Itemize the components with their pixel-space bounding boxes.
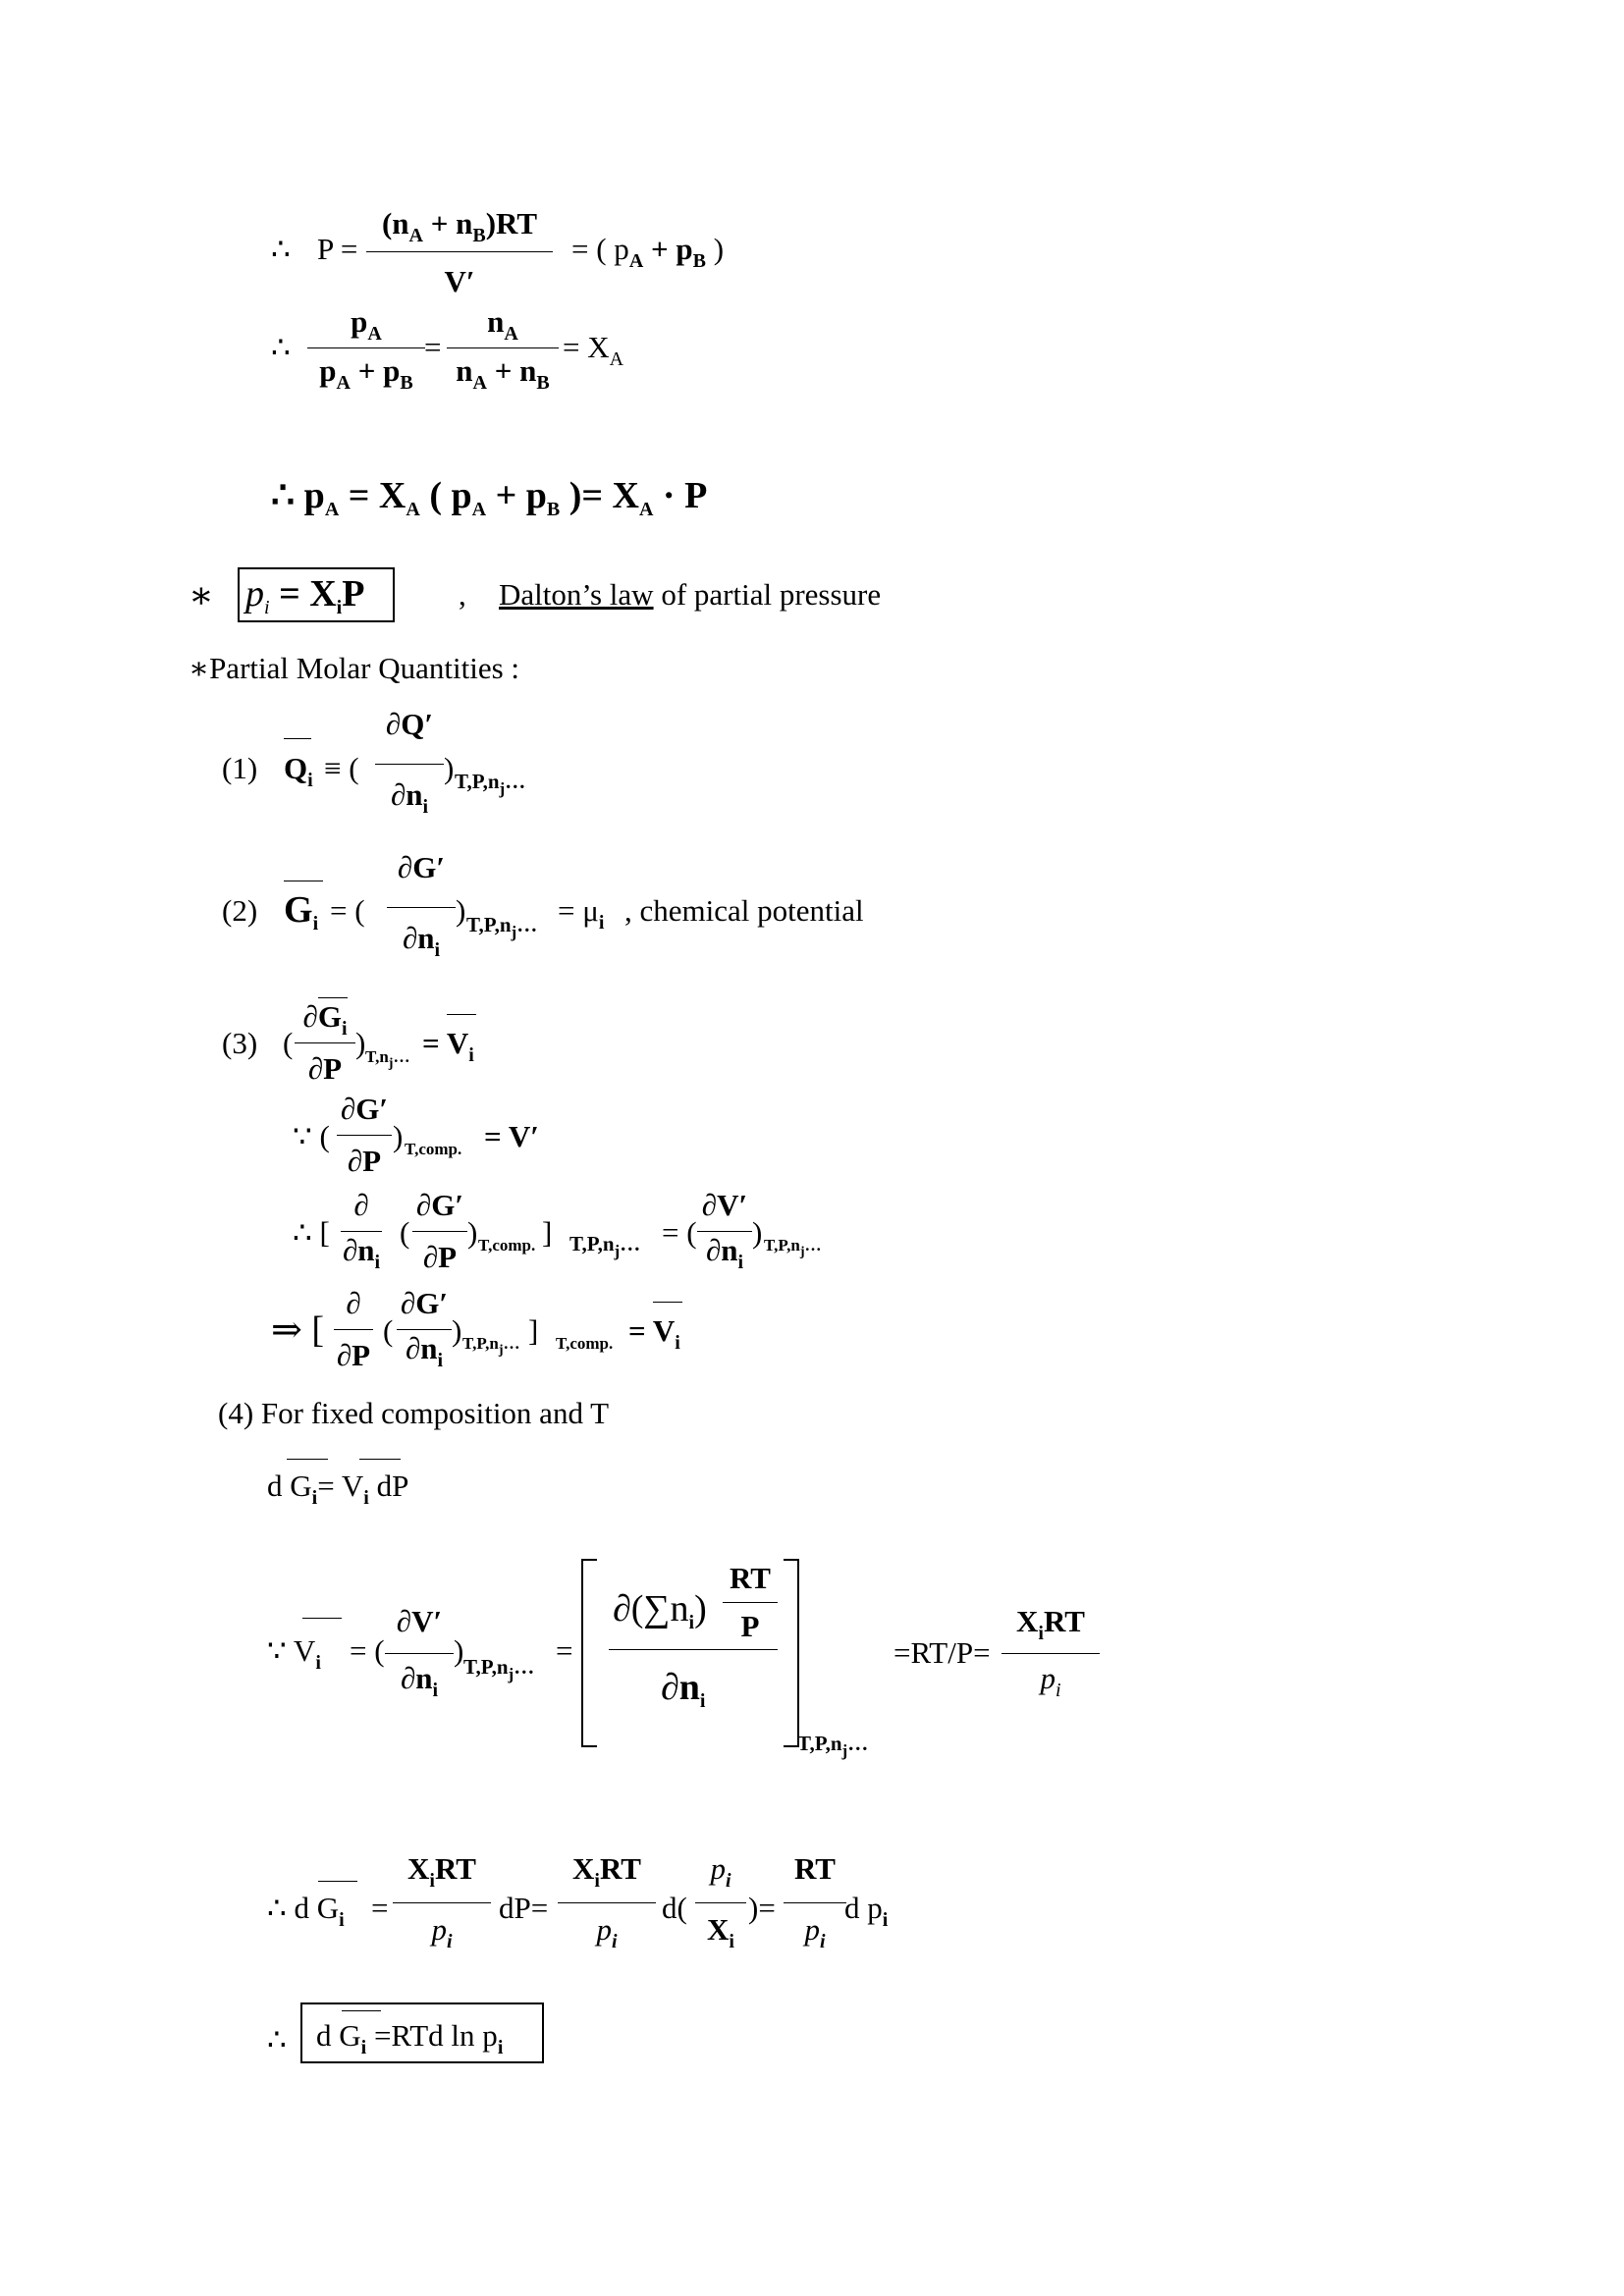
item4-dg-overline: [287, 1459, 328, 1460]
item4-v-because: ∵ $V_i$: [267, 1633, 321, 1674]
final-frac3: $p_i$ $X_i$: [695, 1853, 746, 1951]
item3-t-close3: ): [752, 1215, 763, 1250]
item2-lhs: $G_i$: [284, 889, 319, 934]
item3-t-bracket: ]: [542, 1215, 553, 1250]
final-frac1: $X_iRT$ $p_i$: [393, 1853, 491, 1951]
item4-label: (4) For fixed composition and T: [218, 1396, 610, 1430]
item3-t-sub2: T,comp.: [478, 1236, 536, 1255]
eq1-lhs: P =: [317, 232, 358, 266]
item3-implies: ⇒ [: [271, 1309, 324, 1351]
final-eq1: =: [371, 1891, 389, 1925]
matrix-bar: [609, 1649, 778, 1650]
item3-i-sub3: T,comp.: [556, 1334, 614, 1353]
item3-i-close2: ): [452, 1313, 462, 1348]
item4-v-overline: [359, 1459, 401, 1460]
item1-label: (1): [222, 751, 258, 785]
item2-mu: = $\mu_i$: [558, 893, 605, 934]
star-bullet: ∗: [189, 575, 214, 616]
item3-because-fraction: ∂G′ ∂P: [337, 1094, 392, 1176]
item3-label: (3): [222, 1026, 258, 1060]
final-dp: d $p_i$: [844, 1891, 889, 1931]
item3-i-bracket: ]: [528, 1313, 539, 1348]
right-bracket: [784, 1559, 799, 1747]
item1-close: ): [444, 751, 455, 785]
item3-because: ∵ (: [293, 1119, 330, 1153]
matrix-rhs-fraction: $X_iRT$ $p_i$: [1001, 1606, 1100, 1700]
item3-t-frac1: ∂ $\partial n_i$: [342, 1188, 381, 1273]
matrix-subscript: $T,P,n_j\dots$: [797, 1732, 869, 1760]
ratio-result: = $X_A$: [563, 330, 624, 370]
item4-dg: d $G_i= V_i$ dP: [267, 1468, 409, 1509]
final-dP: dP=: [499, 1891, 549, 1925]
item3-i-frac1: ∂ ∂P: [334, 1288, 373, 1370]
ratio-equals: =: [424, 330, 442, 364]
item4-v-eq: = (: [350, 1633, 385, 1668]
item2-label: (2): [222, 893, 258, 928]
item3-t-frac3: ∂V′ $\partial n_i$: [697, 1190, 752, 1272]
item3-close: ): [355, 1026, 366, 1060]
item2-note: , chemical potential: [624, 893, 864, 928]
item3-rhs-overline: [447, 1014, 476, 1015]
item3-open: (: [283, 1026, 294, 1060]
item4-v-close: ): [454, 1633, 464, 1668]
item3-i-frac2: ∂G′ $\partial n_i$: [397, 1288, 452, 1370]
dalton-text: Dalton’s law of partial pressure: [499, 577, 882, 612]
final-boxed-therefore: ∴: [267, 2022, 287, 2056]
item4-v-eq2: =: [556, 1633, 573, 1668]
therefore-symbol-2: ∴: [271, 330, 291, 364]
item1-subscript: $T,P,n_j\dots$: [455, 770, 526, 798]
item3-i-open2: (: [383, 1313, 394, 1348]
eq1-fraction: $(n_A + n_B)RT$ V′: [366, 208, 553, 296]
final-boxed-equation: d $G_i =RTd$ $\ln p_i$: [316, 2018, 504, 2058]
item3-t-frac2: ∂G′ ∂P: [412, 1190, 467, 1272]
item3-because-rhs: = V′: [484, 1119, 539, 1153]
item3-t-open2: (: [400, 1215, 410, 1250]
final-therefore-dg: ∴ d $G_i$: [267, 1891, 345, 1931]
eq-pa: ∴ $p_A = X_A$ ( $p_A + p_B$ )= $X_A \cdot P$: [271, 475, 708, 520]
item3-t-close2: ): [467, 1215, 478, 1250]
item3-t-sub4: $T,P,n_j\dots$: [764, 1236, 822, 1259]
matrix-rhs: =RT/P=: [893, 1635, 991, 1670]
eq1-rhs: = ( $p_A + p_B$ ): [571, 232, 725, 272]
item3-therefore: ∴ [: [293, 1215, 330, 1250]
item4-v-fraction: ∂V′ $\partial n_i$: [385, 1606, 454, 1700]
item2-eq: = (: [330, 893, 365, 928]
item4-vi-overline: [302, 1618, 342, 1619]
therefore-symbol: ∴: [271, 232, 291, 266]
matrix-inner-fraction: RT P: [723, 1563, 778, 1641]
item3-i-sub2: $T,P,n_j\dots$: [462, 1334, 520, 1358]
item3-because-sub: T,comp.: [405, 1140, 462, 1158]
item2-fraction: ∂G′ $\partial n_i$: [387, 852, 456, 960]
item1-overline: [284, 738, 311, 739]
item3-subscript: $T,n_j\dots$: [365, 1047, 410, 1071]
final-frac4: RT $p_i$: [784, 1853, 846, 1951]
item3-fraction: $\partial G_i$ ∂P: [295, 1001, 355, 1084]
item3-i-rhs-overline: [653, 1302, 682, 1303]
dalton-comma: ,: [459, 577, 466, 612]
item2-close: ): [456, 893, 466, 928]
section-title: ∗Partial Molar Quantities :: [189, 651, 520, 685]
item1-fraction: ∂Q′ $\partial n_i$: [375, 709, 444, 817]
item3-i-rhs: = $V_i$: [628, 1313, 680, 1354]
item2-subscript: $T,P,n_j\dots$: [466, 913, 538, 941]
matrix-denominator: $\partial n_i$: [661, 1667, 706, 1712]
left-bracket: [581, 1559, 597, 1747]
final-d-open: d(: [662, 1891, 687, 1925]
item4-v-subscript: $T,P,n_j\dots$: [463, 1655, 535, 1683]
final-boxed-overline: [342, 2010, 381, 2011]
matrix-numerator: $\partial(\sum n_i)$: [613, 1588, 707, 1633]
ratio-fraction-n: $n_A$ $n_A + n_B$: [447, 306, 559, 393]
item3-num-overline: [318, 997, 348, 998]
item3-t-eq: = (: [662, 1215, 697, 1250]
item3-rhs: = $V_i$: [422, 1026, 474, 1066]
final-d-close: )=: [748, 1891, 776, 1925]
item1-equiv: ≡ (: [324, 751, 359, 785]
dalton-equation: $p_i = X_iP$: [245, 573, 365, 618]
final-frac2: $X_iRT$ $p_i$: [558, 1853, 656, 1951]
ratio-fraction-p: $p_A$ $p_A + p_B$: [307, 306, 425, 393]
final-dg-overline: [318, 1881, 357, 1882]
item1-lhs: $Q_i$: [284, 751, 313, 791]
item3-because-close: ): [393, 1119, 404, 1153]
item3-t-sub3: $T,P,n_j\dots$: [569, 1232, 641, 1260]
